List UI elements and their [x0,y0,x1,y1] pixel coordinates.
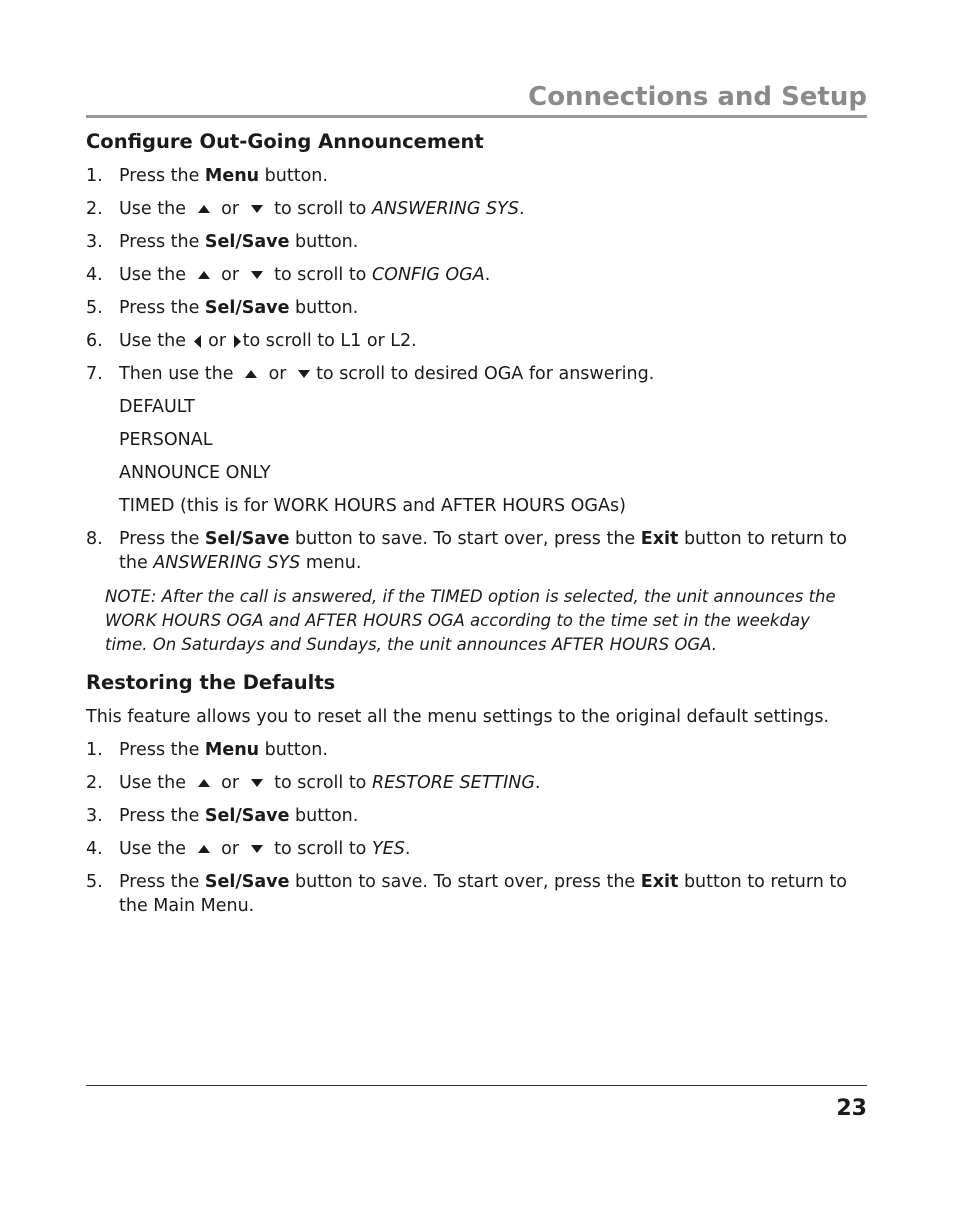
up-arrow-icon [245,370,257,378]
down-arrow-icon [251,779,263,787]
up-arrow-icon [198,271,210,279]
down-arrow-icon [251,845,263,853]
down-arrow-icon [298,370,310,378]
up-arrow-icon [198,779,210,787]
header-divider [86,115,867,118]
list-item: 8. Press the Sel/Save button to save. To start over, press the Exit button to return to the ANSWERING SYS menu. [86,529,847,573]
up-arrow-icon [198,205,210,213]
list-item: 3. Press the Sel/Save button. [86,806,359,826]
oga-option: TIMED (this is for WORK HOURS and AFTER HOURS OGAs) [119,496,626,516]
oga-options-list [86,395,867,518]
list-item: 1. Press the Menu button. [86,166,328,186]
page-number: 23 [836,1096,867,1121]
section-title-configure-oga: Configure Out-Going Announcement [86,130,484,153]
page-content [86,128,867,927]
list-item: 4. Use the or to scroll to CONFIG OGA. [86,265,491,285]
list-item: 1. Press the Menu button. [86,740,328,760]
list-item: 7. Then use the or to scroll to desired OGA for answering. [86,364,655,384]
list-item: 3. Press the Sel/Save button. [86,232,359,252]
oga-option: ANNOUNCE ONLY [119,463,271,483]
oga-option: DEFAULT [119,397,195,417]
timed-option-note: NOTE: After the call is answered, if the TIMED option is selected, the unit announces the WORK HOURS OGA and AFTER HOURS OGA according to the time set in the weekday time. On Saturdays and Sundays, the unit announces AFTER HOURS OGA. [105,587,836,654]
footer-divider [86,1085,867,1086]
section-title-restoring-defaults: Restoring the Defaults [86,671,336,694]
configure-oga-steps [86,164,867,386]
configure-oga-final-step [86,527,867,575]
down-arrow-icon [251,205,263,213]
up-arrow-icon [198,845,210,853]
list-item: 6. Use the or to scroll to L1 or L2. [86,331,417,351]
left-arrow-icon [194,335,201,348]
list-item: 4. Use the or to scroll to YES. [86,839,411,859]
list-item: 5. Press the Sel/Save button to save. To start over, press the Exit button to return to the Main Menu. [86,872,847,916]
list-item: 2. Use the or to scroll to ANSWERING SYS. [86,199,525,219]
oga-option: PERSONAL [119,430,213,450]
right-arrow-icon [234,335,241,348]
page-header-title: Connections and Setup [528,82,867,112]
down-arrow-icon [251,271,263,279]
restoring-defaults-intro: This feature allows you to reset all the menu settings to the original default settings. [86,707,830,727]
list-item: 2. Use the or to scroll to RESTORE SETTING. [86,773,541,793]
restoring-defaults-steps [86,738,867,918]
list-item: 5. Press the Sel/Save button. [86,298,359,318]
